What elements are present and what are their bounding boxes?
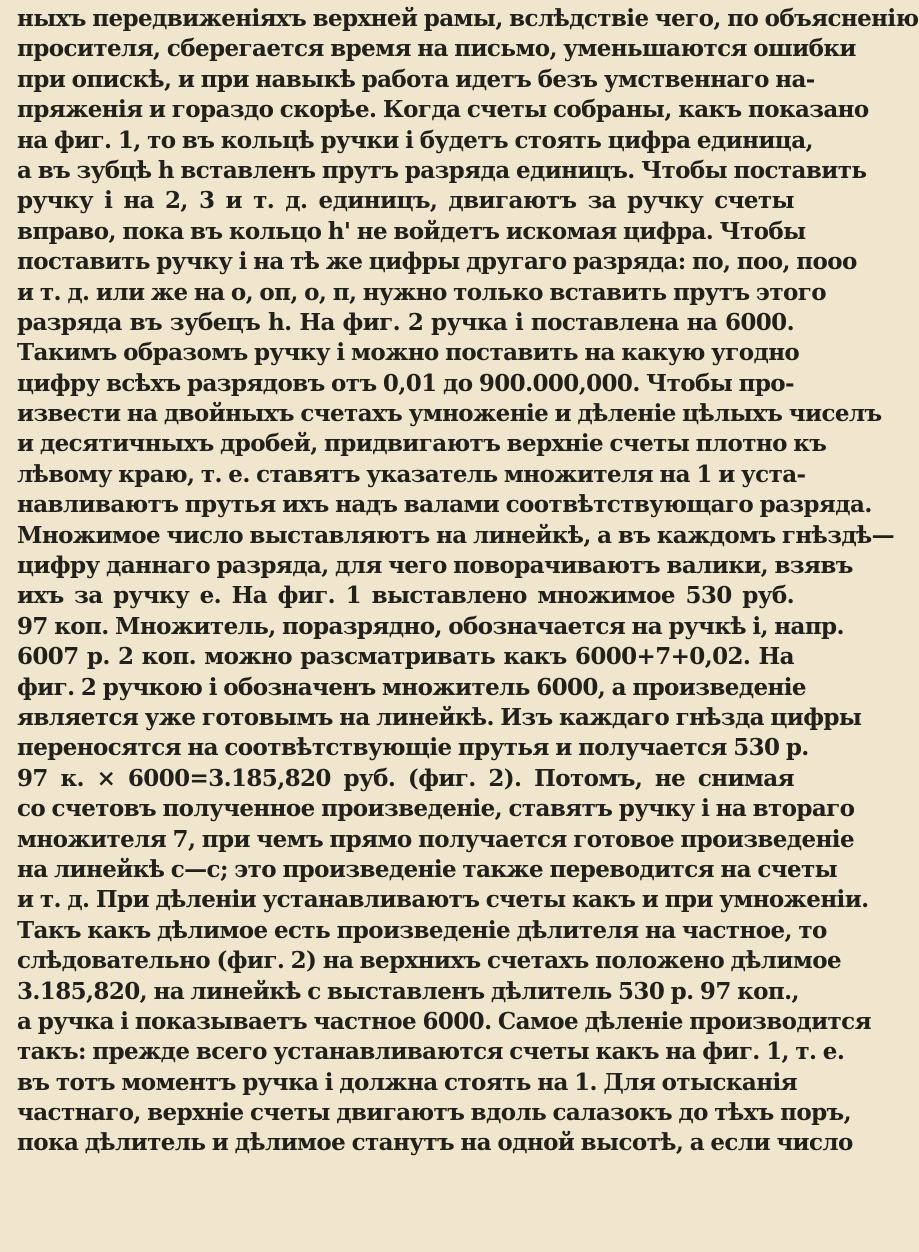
text-line: цифру даннаго разряда, для чего поворачиваютъ валики, взявъ <box>17 552 853 580</box>
text-line: фиг. 2 ручкою і обозначенъ множитель 6000, а произведеніе <box>17 673 806 701</box>
text-line: пряженія и гораздо скорѣе. Когда счеты собраны, какъ показано <box>17 96 869 124</box>
text-line: Такимъ образомъ ручку і можно поставить на какую угодно <box>17 339 800 367</box>
text-line: и т. д. При дѣленіи устанавливаютъ счеты какъ и при умноженіи. <box>17 886 869 914</box>
text-line: пока дѣлитель и дѣлимое станутъ на одной высотѣ, а если число <box>17 1129 853 1157</box>
text-line: разряда въ зубецъ h. На фиг. 2 ручка і поставлена на 6000. <box>17 308 794 336</box>
text-line: при опискѣ, и при навыкѣ работа идетъ безъ умственнаго на- <box>17 65 815 93</box>
text-line: лѣвому краю, т. е. ставятъ указатель множителя на 1 и уста- <box>17 460 806 488</box>
text-line: 3.185,820, на линейкѣ с выставленъ дѣлитель 530 р. 97 коп., <box>17 977 799 1005</box>
text-line: вправо, пока въ кольцо h' не войдетъ искомая цифра. Чтобы <box>17 217 806 245</box>
text-line: цифру всѣхъ разрядовъ отъ 0,01 до 900.000,000. Чтобы про- <box>17 369 794 397</box>
text-line: въ тотъ моментъ ручка і должна стоять на 1. Для отысканія <box>17 1068 797 1096</box>
text-line <box>17 1189 794 1219</box>
text-line: а ручка і показываетъ частное 6000. Самое дѣленіе производится <box>17 1007 871 1035</box>
text-line: 97 коп. Множитель, поразрядно, обозначается на ручкѣ і, напр. <box>17 612 844 640</box>
text-line: ихъ за ручку е. На фиг. 1 выставлено множимое 530 руб. <box>17 582 794 610</box>
text-line: и т. д. или же на о, оп, о, п, нужно только вставить прутъ этого <box>17 278 826 306</box>
text-line: Такъ какъ дѣлимое есть произведеніе дѣлителя на частное, то <box>17 916 827 944</box>
text-line: является уже готовымъ на линейкѣ. Изъ каждаго гнѣзда цифры <box>17 703 862 731</box>
text-line: навливаютъ прутья ихъ надъ валами соотвѣтствующаго разряда. <box>17 491 872 519</box>
text-line: а въ зубцѣ h вставленъ прутъ разряда единицъ. Чтобы поставить <box>17 156 867 184</box>
text-line: 97 к. × 6000=3.185,820 руб. (фиг. 2). Потомъ, не снимая <box>17 764 794 792</box>
text-line: слѣдовательно (фиг. 2) на верхнихъ счетахъ положено дѣлимое <box>17 947 842 975</box>
text-line: ныхъ передвиженіяхъ верхней рамы, вслѣдствіе чего, по объясненію <box>17 5 919 32</box>
text-line <box>17 1220 794 1250</box>
text-line: извести на двойныхъ счетахъ умноженіе и дѣленіе цѣлыхъ чиселъ <box>17 400 882 428</box>
text-line <box>17 1159 794 1189</box>
text-line: на линейкѣ с—с; это произведеніе также переводится на счеты <box>17 855 838 883</box>
text-line: со счетовъ полученное произведеніе, ставятъ ручку і на втораго <box>17 795 855 823</box>
text-line: и десятичныхъ дробей, придвигаютъ верхніе счеты плотно къ <box>17 430 827 458</box>
text-line: переносятся на соотвѣтствующіе прутья и получается 530 р. <box>17 734 809 762</box>
text-line: частнаго, верхніе счеты двигаютъ вдоль салазокъ до тѣхъ поръ, <box>17 1099 852 1127</box>
text-line: на фиг. 1, то въ кольцѣ ручки і будетъ стоять цифра единица, <box>17 126 813 154</box>
text-line: множителя 7, при чемъ прямо получается готовое произведеніе <box>17 825 854 853</box>
text-line: поставить ручку і на тѣ же цифры другаго разряда: по, поо, пооо <box>17 248 857 276</box>
text-line: 6007 р. 2 коп. можно разсматривать какъ 6000+7+0,02. На <box>17 643 794 671</box>
text-line: Множимое число выставляютъ на линейкѣ, а въ каждомъ гнѣздѣ— <box>17 521 895 549</box>
text-line: ручку і на 2, 3 и т. д. единицъ, двигаютъ за ручку счеты <box>17 187 794 215</box>
text-line: просителя, сберегается время на письмо, уменьшаются ошибки <box>17 35 856 63</box>
text-line: такъ: прежде всего устанавливаются счеты какъ на фиг. 1, т. е. <box>17 1038 845 1066</box>
